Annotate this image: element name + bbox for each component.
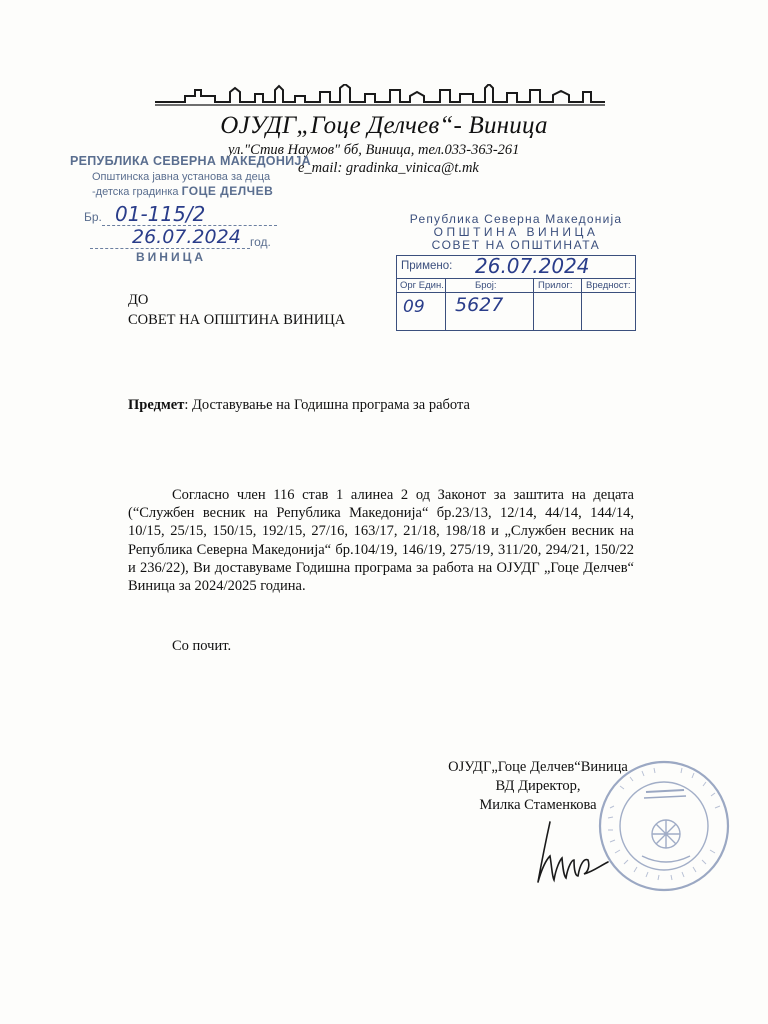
letterhead-skyline-ornament: [155, 84, 605, 108]
registry-stamp-institution: [70, 154, 312, 266]
stamp-institution-name: -детска градинка ГОЦЕ ДЕЛЧЕВ: [92, 184, 274, 198]
stamp-rule: [90, 248, 250, 249]
letterhead-address: ул."Стив Наумов" бб, Виница, тел.033-363-261: [228, 142, 520, 158]
addressee-block: [128, 290, 345, 330]
signatory-org: ОЈУДГ„Гоце Делчев“Виница: [448, 759, 628, 775]
letterhead-title: ОЈУДГ„Гоце Делчев“- Виница: [220, 112, 548, 139]
signatory-role: ВД Директор,: [495, 778, 581, 794]
stamp-institution-type: Општинска јавна установа за деца: [92, 171, 271, 183]
stamp-number-label: Бр.: [84, 210, 102, 224]
receiving-stamp-council: СОВЕТ НА ОПШТИНАТА: [431, 238, 601, 252]
received-date-handwritten: 26.07.2024: [475, 254, 590, 278]
received-label: Примено:: [401, 260, 453, 272]
stamp-city: ВИНИЦА: [136, 250, 207, 264]
signatory-name: Милка Стаменкова: [479, 797, 597, 813]
receiving-stamp-municipality-name: ОПШТИНА ВИНИЦА: [433, 225, 599, 239]
round-seal-stamp: [594, 756, 734, 896]
subject-line: [128, 397, 470, 414]
addressee-to: ДО: [128, 292, 149, 308]
receiving-stamp-country: Република Северна Македонија: [409, 212, 623, 226]
registry-number-handwritten: 5627: [455, 294, 504, 316]
addressee-name: СОВЕТ НА ОПШТИНА ВИНИЦА: [128, 312, 346, 328]
column-org-header: Орг Един.: [400, 280, 444, 291]
column-number-header: Број:: [475, 280, 497, 291]
subject-label: Предмет: [128, 397, 185, 413]
closing-phrase: Со почит.: [172, 638, 232, 654]
receiving-stamp-received-row: [397, 256, 635, 279]
column-value-header: Вредност:: [586, 280, 631, 291]
body-paragraph: Согласно член 116 став 1 алинеа 2 од Законот за заштита на децата (“Службен весник на Република Македонија“ бр.23/13, 12/14, 44/14, 144/14, 10/15, 25/15, 150/15, 192/15, 27/16, 163/17, 21/18, 198/18 и „Службен весник на Република Северна Македонија“ бр.104/19, 146/19, 275/19, 311/20, 294/21, 150/22 и 236/22), Ви доставуваме Годишна програма за работа на ОЈУДГ „Гоце Делчев“ Виница за 2024/2025 година.: [128, 487, 634, 595]
receiving-stamp-table: [396, 255, 636, 331]
receiving-stamp-municipality: [396, 212, 636, 332]
subject-text: : Доставување на Годишна програма за работа: [184, 397, 470, 413]
stamp-number-handwritten: 01-115/2: [115, 202, 206, 226]
letterhead-email: e_mail: gradinka_vinica@t.mk: [298, 160, 479, 176]
stamp-date-handwritten: 26.07.2024: [132, 226, 241, 248]
column-attachment-header: Прилог:: [538, 280, 573, 291]
org-unit-handwritten: 09: [403, 297, 425, 317]
column-attachment: [533, 279, 582, 330]
stamp-country: РЕПУБЛИКА СЕВЕРНА МАКЕДОНИЈА: [70, 154, 312, 168]
stamp-year-suffix: год.: [250, 235, 271, 249]
